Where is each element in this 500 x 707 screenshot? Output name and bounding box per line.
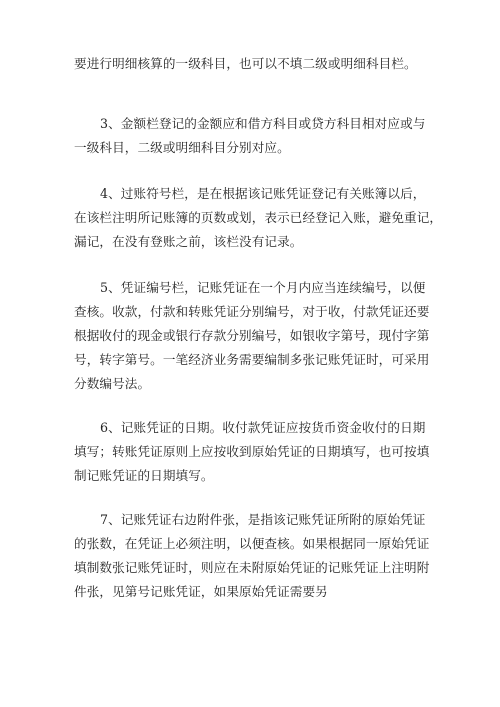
text-line: 5、凭证编号栏，记账凭证在一个月内应当连续编号，以便: [100, 280, 426, 295]
text-line: 分数编号法。: [74, 376, 151, 391]
text-line: 填写；转账凭证原则上应按收到原始凭证的日期填写，也可按填: [74, 444, 430, 459]
text-line: 在该栏注明所记账簿的页数或划，表示已经登记入账，避免重记，: [74, 210, 443, 225]
text-line: 查核。收款，付款和转账凭证分别编号，对于收，付款凭证还要: [74, 304, 430, 319]
text-line: 制记账凭证的日期填写。: [74, 468, 214, 483]
text-line: 7、记账凭证右边附件张，是指该记账凭证所附的原始凭证: [100, 512, 426, 527]
text-line: 件张，见第号记账凭证，如果原始凭证需要另: [74, 584, 328, 599]
text-line: 要进行明细核算的一级科目，也可以不填二级或明细科目栏。: [74, 56, 417, 71]
paragraph-item-4: [74, 182, 443, 254]
paragraph-item-6: [74, 416, 430, 488]
text-line: 漏记，在没有登账之前，该栏没有记录。: [74, 234, 303, 249]
text-line: 的张数，在凭证上必须注明，以便查核。如果根据同一原始凭证: [74, 536, 430, 551]
text-line: 3、金额栏登记的金额应和借方科目或贷方科目相对应或与: [100, 116, 426, 131]
paragraph-item-7: [74, 508, 430, 604]
text-line: 一级科目，二级或明细科目分别对应。: [74, 140, 290, 155]
text-line: 4、过账符号栏，是在根据该记账凭证登记有关账簿以后，: [100, 186, 426, 201]
paragraph-item-3: [74, 112, 430, 160]
text-line: 根据收付的现金或银行存款分别编号，如银收字第号，现付字第: [74, 328, 430, 343]
text-line: 6、记账凭证的日期。收付款凭证应按货币资金收付的日期: [100, 420, 426, 435]
text-line: 号，转字第号。一笔经济业务需要编制多张记账凭证时，可采用: [74, 352, 430, 367]
text-line: 填制数张记账凭证时，则应在未附原始凭证的记账凭证上注明附: [74, 560, 430, 575]
paragraph-intro: [74, 52, 430, 76]
paragraph-item-5: [74, 276, 430, 396]
